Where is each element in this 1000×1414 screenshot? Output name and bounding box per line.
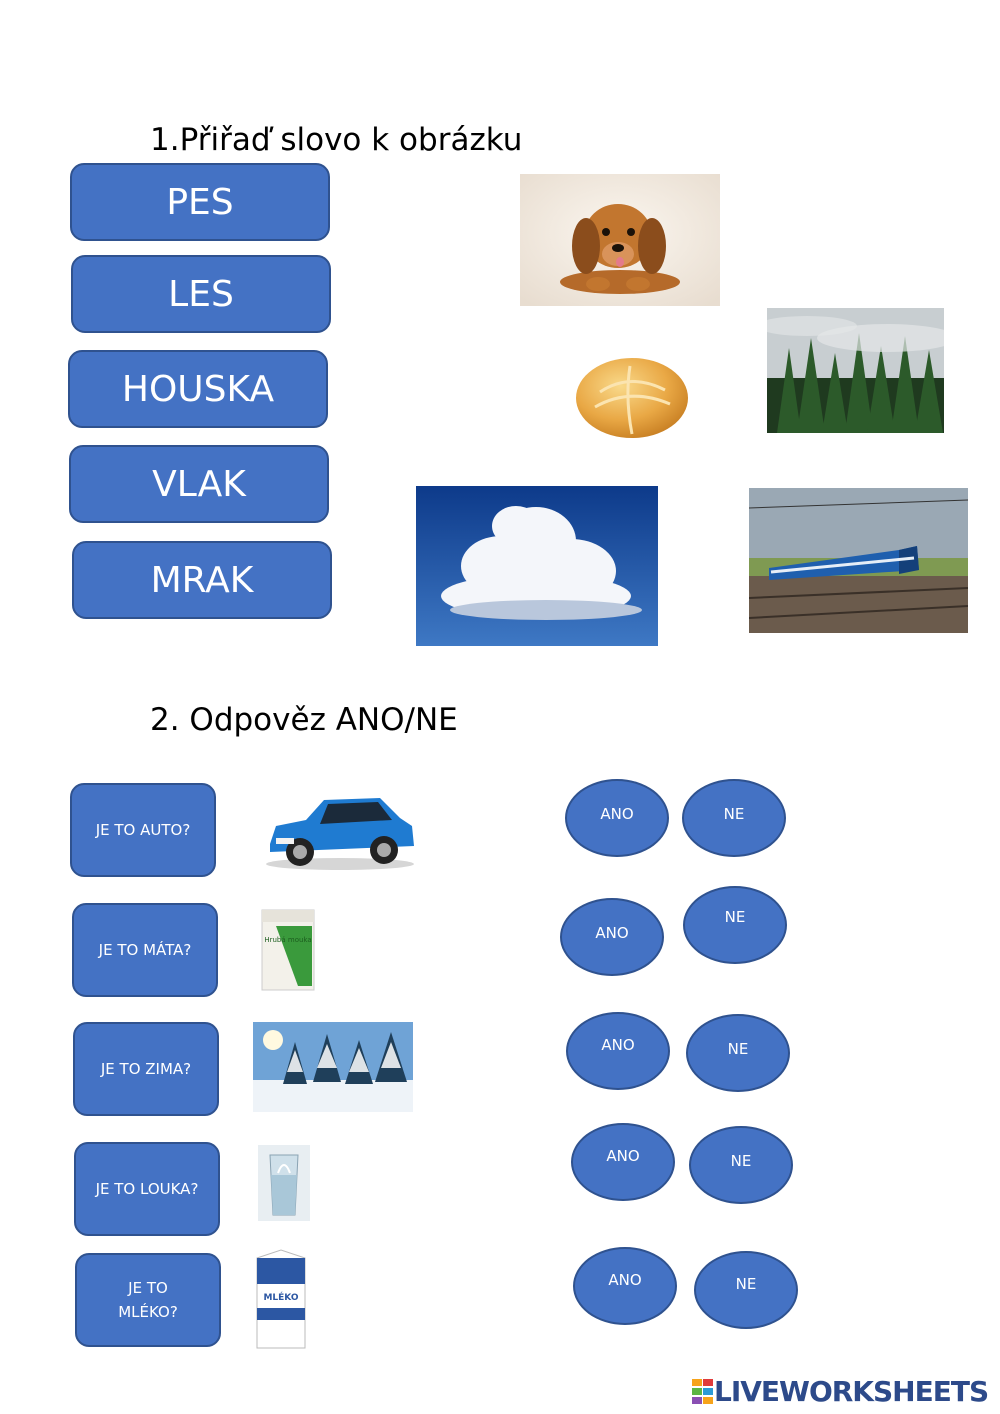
forest-picture[interactable] bbox=[767, 308, 944, 433]
puppy-picture[interactable] bbox=[520, 174, 720, 306]
answer-yes-3[interactable]: ANO bbox=[566, 1012, 670, 1090]
section1-heading bbox=[150, 122, 522, 158]
puppy-icon bbox=[520, 174, 720, 306]
word-button-vlak[interactable]: VLAK bbox=[69, 445, 329, 523]
answer-no-5[interactable]: NE bbox=[694, 1251, 798, 1329]
section2-heading: 2. Odpověz ANO/NE bbox=[150, 702, 458, 738]
answer-no-2[interactable]: NE bbox=[683, 886, 787, 964]
word-button-houska[interactable]: HOUSKA bbox=[68, 350, 328, 428]
bread-roll-icon bbox=[570, 352, 690, 440]
milk-carton-icon bbox=[253, 1248, 309, 1352]
word-button-mrak[interactable]: MRAK bbox=[72, 541, 332, 619]
milk-carton-label: MLÉKO bbox=[263, 1293, 299, 1303]
question-button-mata[interactable]: JE TO MÁTA? bbox=[72, 903, 218, 997]
forest-icon bbox=[767, 308, 944, 433]
answer-no-3[interactable]: NE bbox=[686, 1014, 790, 1092]
section1-title: Přiřaď slovo k obrázku bbox=[179, 122, 523, 158]
answer-yes-4[interactable]: ANO bbox=[571, 1123, 675, 1201]
water-glass-icon bbox=[258, 1145, 310, 1221]
winter-forest-icon bbox=[253, 1022, 413, 1112]
word-button-pes[interactable]: PES bbox=[70, 163, 330, 241]
question-button-zima[interactable]: JE TO ZIMA? bbox=[73, 1022, 219, 1116]
milk-carton-picture[interactable] bbox=[253, 1248, 309, 1352]
train-icon bbox=[749, 488, 968, 633]
answer-no-1[interactable]: NE bbox=[682, 779, 786, 857]
liveworksheets-logo bbox=[692, 1375, 988, 1408]
water-glass-picture[interactable] bbox=[258, 1145, 310, 1221]
cloud-picture[interactable] bbox=[416, 486, 658, 646]
answer-yes-1[interactable]: ANO bbox=[565, 779, 669, 857]
bread-roll-picture[interactable] bbox=[570, 352, 690, 440]
word-button-les[interactable]: LES bbox=[71, 255, 331, 333]
answer-no-4[interactable]: NE bbox=[689, 1126, 793, 1204]
question-button-auto[interactable]: JE TO AUTO? bbox=[70, 783, 216, 877]
brand-name: LIVEWORKSHEETS bbox=[714, 1375, 989, 1408]
cloud-icon bbox=[416, 486, 658, 646]
flour-bag-picture[interactable] bbox=[258, 908, 318, 992]
train-picture[interactable] bbox=[749, 488, 968, 633]
winter-forest-picture[interactable] bbox=[253, 1022, 413, 1112]
flour-bag-label: Hrubá mouka bbox=[264, 936, 312, 944]
flour-bag-icon bbox=[258, 908, 318, 992]
answer-yes-2[interactable]: ANO bbox=[560, 898, 664, 976]
logo-blocks-icon bbox=[692, 1379, 714, 1405]
question-button-mleko[interactable]: JE TO MLÉKO? bbox=[75, 1253, 221, 1347]
answer-yes-5[interactable]: ANO bbox=[573, 1247, 677, 1325]
question-button-louka[interactable]: JE TO LOUKA? bbox=[74, 1142, 220, 1236]
car-picture[interactable] bbox=[262, 782, 418, 874]
car-icon bbox=[262, 782, 418, 874]
section1-number: 1. bbox=[150, 122, 180, 158]
